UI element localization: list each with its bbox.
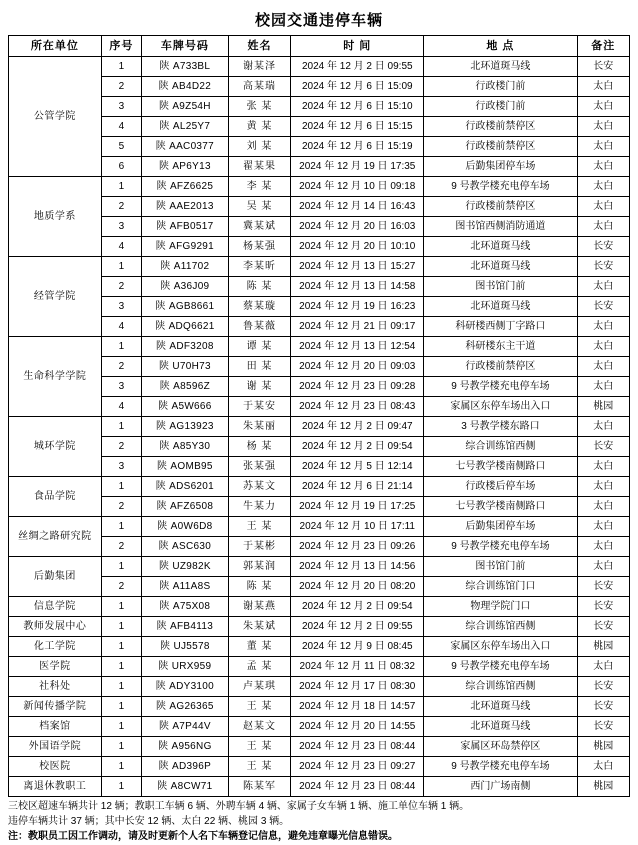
cell-name: 董 某 [228, 637, 291, 657]
cell-seq: 1 [101, 737, 141, 757]
cell-time: 2024 年 12 月 10 日 09:18 [291, 177, 424, 197]
column-header-time: 时 间 [291, 36, 424, 57]
table-row [9, 497, 630, 517]
cell-note: 太白 [577, 177, 629, 197]
table-row [9, 297, 630, 317]
column-header-note: 备注 [577, 36, 629, 57]
cell-place: 9 号教学楼充电停车场 [424, 377, 577, 397]
cell-note: 长安 [577, 237, 629, 257]
cell-time: 2024 年 12 月 6 日 15:09 [291, 77, 424, 97]
table-row [9, 617, 630, 637]
cell-name: 朱某斌 [228, 617, 291, 637]
cell-seq: 2 [101, 77, 141, 97]
cell-time: 2024 年 12 月 20 日 08:20 [291, 577, 424, 597]
column-header-place: 地 点 [424, 36, 577, 57]
cell-note: 太白 [577, 357, 629, 377]
table-row [9, 237, 630, 257]
cell-plate: 陕 ADQ6621 [142, 317, 229, 337]
cell-plate: 陕 A8CW71 [142, 777, 229, 797]
cell-place: 9 号教学楼充电停车场 [424, 757, 577, 777]
cell-unit: 丝绸之路研究院 [9, 517, 102, 557]
cell-note: 长安 [577, 697, 629, 717]
cell-time: 2024 年 12 月 13 日 15:27 [291, 257, 424, 277]
table-row [9, 77, 630, 97]
cell-place: 行政楼后停车场 [424, 477, 577, 497]
cell-note: 太白 [577, 337, 629, 357]
cell-name: 卢某琪 [228, 677, 291, 697]
table-row [9, 97, 630, 117]
cell-plate: 陕 ADF3208 [142, 337, 229, 357]
cell-unit: 外国语学院 [9, 737, 102, 757]
cell-place: 北环道斑马线 [424, 57, 577, 77]
table-row [9, 757, 630, 777]
cell-name: 翟某果 [228, 157, 291, 177]
cell-seq: 1 [101, 617, 141, 637]
cell-note: 桃园 [577, 637, 629, 657]
cell-plate: 陕 AD396P [142, 757, 229, 777]
cell-name: 谢某燕 [228, 597, 291, 617]
table-row [9, 117, 630, 137]
cell-note: 太白 [577, 557, 629, 577]
cell-name: 朱某丽 [228, 417, 291, 437]
table-row [9, 217, 630, 237]
cell-plate: 陕 AP6Y13 [142, 157, 229, 177]
cell-seq: 3 [101, 457, 141, 477]
violation-table [8, 35, 630, 797]
table-row [9, 377, 630, 397]
cell-plate: 陕 URX959 [142, 657, 229, 677]
cell-seq: 1 [101, 477, 141, 497]
cell-unit: 校医院 [9, 757, 102, 777]
table-row [9, 557, 630, 577]
cell-plate: 陕 A36J09 [142, 277, 229, 297]
cell-seq: 3 [101, 217, 141, 237]
cell-place: 七号教学楼南侧路口 [424, 497, 577, 517]
cell-name: 鲁某薇 [228, 317, 291, 337]
cell-note: 长安 [577, 617, 629, 637]
page-title: 校园交通违停车辆 [254, 12, 383, 29]
cell-time: 2024 年 12 月 6 日 15:15 [291, 117, 424, 137]
cell-plate: 陕 AFZ6508 [142, 497, 229, 517]
cell-time: 2024 年 12 月 19 日 17:35 [291, 157, 424, 177]
cell-seq: 1 [101, 557, 141, 577]
cell-note: 桃园 [577, 397, 629, 417]
cell-seq: 1 [101, 717, 141, 737]
cell-time: 2024 年 12 月 6 日 15:10 [291, 97, 424, 117]
cell-time: 2024 年 12 月 13 日 14:58 [291, 277, 424, 297]
cell-name: 王 某 [228, 757, 291, 777]
cell-seq: 3 [101, 97, 141, 117]
cell-name: 高某瑞 [228, 77, 291, 97]
table-row [9, 677, 630, 697]
cell-name: 赵某文 [228, 717, 291, 737]
cell-place: 家属区环岛禁停区 [424, 737, 577, 757]
cell-place: 3 号教学楼东路口 [424, 417, 577, 437]
cell-unit: 地质学系 [9, 177, 102, 257]
cell-plate: 陕 AFG9291 [142, 237, 229, 257]
column-header-plate: 车牌号码 [142, 36, 229, 57]
cell-plate: 陕 AL25Y7 [142, 117, 229, 137]
cell-unit: 公管学院 [9, 57, 102, 177]
cell-seq: 2 [101, 277, 141, 297]
cell-seq: 3 [101, 297, 141, 317]
cell-time: 2024 年 12 月 17 日 08:30 [291, 677, 424, 697]
cell-plate: 陕 AFB0517 [142, 217, 229, 237]
cell-note: 太白 [577, 317, 629, 337]
cell-time: 2024 年 12 月 20 日 16:03 [291, 217, 424, 237]
cell-name: 张某强 [228, 457, 291, 477]
cell-note: 长安 [577, 297, 629, 317]
cell-unit: 生命科学学院 [9, 337, 102, 417]
cell-seq: 1 [101, 177, 141, 197]
cell-plate: 陕 AAE2013 [142, 197, 229, 217]
table-row [9, 697, 630, 717]
cell-seq: 2 [101, 357, 141, 377]
cell-place: 9 号教学楼充电停车场 [424, 177, 577, 197]
cell-name: 陈 某 [228, 577, 291, 597]
cell-seq: 2 [101, 437, 141, 457]
cell-plate: 陕 UZ982K [142, 557, 229, 577]
cell-unit: 离退休教职工 [9, 777, 102, 797]
cell-plate: 陕 A956NG [142, 737, 229, 757]
summary-line-speeding: 三校区超速车辆共计 12 辆；教职工车辆 6 辆、外聘车辆 4 辆、家属子女车辆 1 辆、施工单位车辆 1 辆。 [8, 801, 470, 812]
cell-note: 长安 [577, 597, 629, 617]
cell-plate: 陕 AG13923 [142, 417, 229, 437]
cell-unit: 信息学院 [9, 597, 102, 617]
cell-plate: 陕 UJ5578 [142, 637, 229, 657]
table-row [9, 157, 630, 177]
cell-note: 太白 [577, 157, 629, 177]
cell-name: 陈 某 [228, 277, 291, 297]
table-row [9, 717, 630, 737]
cell-place: 北环道斑马线 [424, 297, 577, 317]
cell-time: 2024 年 12 月 19 日 16:23 [291, 297, 424, 317]
table-row [9, 437, 630, 457]
cell-seq: 6 [101, 157, 141, 177]
cell-seq: 1 [101, 637, 141, 657]
cell-plate: 陕 A7P44V [142, 717, 229, 737]
cell-place: 行政楼前禁停区 [424, 117, 577, 137]
cell-time: 2024 年 12 月 20 日 10:10 [291, 237, 424, 257]
cell-plate: 陕 ADY3100 [142, 677, 229, 697]
cell-place: 北环道斑马线 [424, 697, 577, 717]
cell-plate: 陕 A0W6D8 [142, 517, 229, 537]
cell-time: 2024 年 12 月 2 日 09:55 [291, 617, 424, 637]
cell-seq: 4 [101, 237, 141, 257]
footer-summary [8, 800, 630, 845]
cell-time: 2024 年 12 月 23 日 09:27 [291, 757, 424, 777]
cell-plate: 陕 A8596Z [142, 377, 229, 397]
column-header-name: 姓名 [228, 36, 291, 57]
cell-seq: 5 [101, 137, 141, 157]
cell-plate: 陕 A5W666 [142, 397, 229, 417]
table-header-row [9, 36, 630, 57]
cell-seq: 4 [101, 117, 141, 137]
table-body [9, 57, 630, 797]
cell-place: 后勤集团停车场 [424, 157, 577, 177]
cell-plate: 陕 AFZ6625 [142, 177, 229, 197]
cell-place: 行政楼前禁停区 [424, 137, 577, 157]
cell-unit: 食品学院 [9, 477, 102, 517]
cell-name: 冀某斌 [228, 217, 291, 237]
cell-plate: 陕 AGB8661 [142, 297, 229, 317]
cell-note: 长安 [577, 257, 629, 277]
cell-seq: 1 [101, 597, 141, 617]
table-row [9, 57, 630, 77]
cell-plate: 陕 AG26365 [142, 697, 229, 717]
cell-place: 行政楼前禁停区 [424, 357, 577, 377]
cell-time: 2024 年 12 月 20 日 09:03 [291, 357, 424, 377]
footer-note: 注：教职员工因工作调动，请及时更新个人名下车辆登记信息，避免违章曝光信息错误。 [8, 831, 398, 842]
cell-seq: 1 [101, 657, 141, 677]
cell-note: 太白 [577, 97, 629, 117]
cell-time: 2024 年 12 月 11 日 08:32 [291, 657, 424, 677]
cell-place: 西门广场南侧 [424, 777, 577, 797]
cell-name: 杨某强 [228, 237, 291, 257]
cell-name: 吴 某 [228, 197, 291, 217]
cell-plate: 陕 A85Y30 [142, 437, 229, 457]
cell-name: 于某彬 [228, 537, 291, 557]
cell-seq: 2 [101, 577, 141, 597]
cell-time: 2024 年 12 月 23 日 09:28 [291, 377, 424, 397]
cell-note: 太白 [577, 517, 629, 537]
cell-time: 2024 年 12 月 21 日 09:17 [291, 317, 424, 337]
cell-time: 2024 年 12 月 2 日 09:54 [291, 437, 424, 457]
cell-seq: 2 [101, 537, 141, 557]
cell-time: 2024 年 12 月 19 日 17:25 [291, 497, 424, 517]
table-row [9, 657, 630, 677]
cell-seq: 1 [101, 517, 141, 537]
cell-plate: 陕 A11702 [142, 257, 229, 277]
cell-plate: 陕 A75X08 [142, 597, 229, 617]
cell-note: 太白 [577, 537, 629, 557]
cell-unit: 档案馆 [9, 717, 102, 737]
cell-name: 李 某 [228, 177, 291, 197]
cell-place: 后勤集团停车场 [424, 517, 577, 537]
cell-name: 谢某泽 [228, 57, 291, 77]
cell-name: 谭 某 [228, 337, 291, 357]
cell-name: 杨 某 [228, 437, 291, 457]
cell-place: 家属区东停车场出入口 [424, 397, 577, 417]
cell-plate: 陕 ADS6201 [142, 477, 229, 497]
cell-name: 李某昕 [228, 257, 291, 277]
cell-name: 于某安 [228, 397, 291, 417]
table-row [9, 737, 630, 757]
cell-time: 2024 年 12 月 18 日 14:57 [291, 697, 424, 717]
cell-time: 2024 年 12 月 5 日 12:14 [291, 457, 424, 477]
cell-place: 综合训练馆西侧 [424, 677, 577, 697]
cell-time: 2024 年 12 月 6 日 15:19 [291, 137, 424, 157]
cell-seq: 1 [101, 757, 141, 777]
cell-time: 2024 年 12 月 14 日 16:43 [291, 197, 424, 217]
cell-time: 2024 年 12 月 6 日 21:14 [291, 477, 424, 497]
cell-name: 王 某 [228, 517, 291, 537]
cell-name: 谢 某 [228, 377, 291, 397]
table-row [9, 517, 630, 537]
cell-unit: 社科处 [9, 677, 102, 697]
table-row [9, 197, 630, 217]
cell-time: 2024 年 12 月 23 日 08:44 [291, 737, 424, 757]
table-row [9, 637, 630, 657]
table-row [9, 597, 630, 617]
cell-plate: 陕 AB4D22 [142, 77, 229, 97]
cell-seq: 1 [101, 697, 141, 717]
cell-time: 2024 年 12 月 23 日 09:26 [291, 537, 424, 557]
cell-note: 太白 [577, 377, 629, 397]
cell-time: 2024 年 12 月 10 日 17:11 [291, 517, 424, 537]
cell-name: 牛某力 [228, 497, 291, 517]
cell-note: 太白 [577, 277, 629, 297]
cell-place: 北环道斑马线 [424, 237, 577, 257]
cell-note: 太白 [577, 477, 629, 497]
cell-time: 2024 年 12 月 23 日 08:43 [291, 397, 424, 417]
cell-unit: 教师发展中心 [9, 617, 102, 637]
cell-place: 科研楼东主干道 [424, 337, 577, 357]
cell-name: 苏某文 [228, 477, 291, 497]
table-row [9, 577, 630, 597]
cell-name: 王 某 [228, 697, 291, 717]
cell-place: 行政楼门前 [424, 77, 577, 97]
cell-plate: 陕 U70H73 [142, 357, 229, 377]
cell-unit: 经管学院 [9, 257, 102, 337]
cell-seq: 1 [101, 677, 141, 697]
cell-place: 综合训练馆门口 [424, 577, 577, 597]
cell-note: 太白 [577, 657, 629, 677]
cell-note: 长安 [577, 57, 629, 77]
cell-plate: 陕 AFB4113 [142, 617, 229, 637]
cell-seq: 2 [101, 497, 141, 517]
cell-name: 田 某 [228, 357, 291, 377]
cell-place: 行政楼前禁停区 [424, 197, 577, 217]
table-row [9, 457, 630, 477]
cell-note: 长安 [577, 577, 629, 597]
cell-place: 北环道斑马线 [424, 257, 577, 277]
table-row [9, 397, 630, 417]
cell-seq: 3 [101, 377, 141, 397]
cell-seq: 4 [101, 317, 141, 337]
cell-seq: 2 [101, 197, 141, 217]
cell-plate: 陕 A9Z54H [142, 97, 229, 117]
cell-name: 黄 某 [228, 117, 291, 137]
cell-place: 综合训练馆西侧 [424, 437, 577, 457]
cell-name: 陈某军 [228, 777, 291, 797]
cell-note: 太白 [577, 117, 629, 137]
cell-note: 太白 [577, 217, 629, 237]
cell-plate: 陕 AOMB95 [142, 457, 229, 477]
cell-plate: 陕 A733BL [142, 57, 229, 77]
table-row [9, 317, 630, 337]
cell-name: 王 某 [228, 737, 291, 757]
cell-time: 2024 年 12 月 2 日 09:47 [291, 417, 424, 437]
cell-note: 长安 [577, 437, 629, 457]
cell-seq: 1 [101, 777, 141, 797]
cell-place: 行政楼门前 [424, 97, 577, 117]
cell-place: 七号教学楼南侧路口 [424, 457, 577, 477]
cell-seq: 1 [101, 57, 141, 77]
cell-place: 9 号教学楼充电停车场 [424, 657, 577, 677]
cell-unit: 新闻传播学院 [9, 697, 102, 717]
cell-unit: 医学院 [9, 657, 102, 677]
cell-name: 张 某 [228, 97, 291, 117]
table-row [9, 257, 630, 277]
cell-name: 蔡某璇 [228, 297, 291, 317]
table-row [9, 277, 630, 297]
cell-place: 北环道斑马线 [424, 717, 577, 737]
cell-name: 刘 某 [228, 137, 291, 157]
cell-unit: 城环学院 [9, 417, 102, 477]
table-row [9, 177, 630, 197]
cell-time: 2024 年 12 月 20 日 14:55 [291, 717, 424, 737]
cell-plate: 陕 AAC0377 [142, 137, 229, 157]
cell-place: 图书馆门前 [424, 277, 577, 297]
cell-time: 2024 年 12 月 13 日 14:56 [291, 557, 424, 577]
cell-time: 2024 年 12 月 23 日 08:44 [291, 777, 424, 797]
cell-note: 太白 [577, 77, 629, 97]
cell-seq: 1 [101, 257, 141, 277]
cell-unit: 后勤集团 [9, 557, 102, 597]
cell-unit: 化工学院 [9, 637, 102, 657]
table-row [9, 477, 630, 497]
cell-seq: 1 [101, 417, 141, 437]
cell-time: 2024 年 12 月 9 日 08:45 [291, 637, 424, 657]
table-row [9, 137, 630, 157]
cell-note: 太白 [577, 197, 629, 217]
cell-plate: 陕 A11A8S [142, 577, 229, 597]
cell-note: 太白 [577, 137, 629, 157]
cell-place: 家属区东停车场出入口 [424, 637, 577, 657]
cell-time: 2024 年 12 月 13 日 12:54 [291, 337, 424, 357]
table-row [9, 777, 630, 797]
cell-note: 太白 [577, 757, 629, 777]
table-row [9, 417, 630, 437]
cell-note: 太白 [577, 417, 629, 437]
cell-seq: 4 [101, 397, 141, 417]
cell-name: 郭某润 [228, 557, 291, 577]
cell-note: 太白 [577, 497, 629, 517]
cell-note: 桃园 [577, 777, 629, 797]
cell-place: 物理学院门口 [424, 597, 577, 617]
cell-plate: 陕 ASC630 [142, 537, 229, 557]
cell-place: 科研楼西侧丁字路口 [424, 317, 577, 337]
summary-line-parking: 违停车辆共计 37 辆；其中长安 12 辆、太白 22 辆、桃园 3 辆。 [8, 815, 290, 827]
cell-note: 桃园 [577, 737, 629, 757]
table-row [9, 337, 630, 357]
column-header-seq: 序号 [101, 36, 141, 57]
cell-time: 2024 年 12 月 2 日 09:54 [291, 597, 424, 617]
cell-seq: 1 [101, 337, 141, 357]
cell-place: 综合训练馆西侧 [424, 617, 577, 637]
cell-note: 长安 [577, 717, 629, 737]
cell-name: 孟 某 [228, 657, 291, 677]
cell-place: 图书馆西侧消防通道 [424, 217, 577, 237]
table-row [9, 537, 630, 557]
cell-place: 9 号教学楼充电停车场 [424, 537, 577, 557]
cell-note: 长安 [577, 677, 629, 697]
cell-time: 2024 年 12 月 2 日 09:55 [291, 57, 424, 77]
cell-note: 太白 [577, 457, 629, 477]
table-row [9, 357, 630, 377]
cell-place: 图书馆门前 [424, 557, 577, 577]
column-header-unit: 所在单位 [9, 36, 102, 57]
